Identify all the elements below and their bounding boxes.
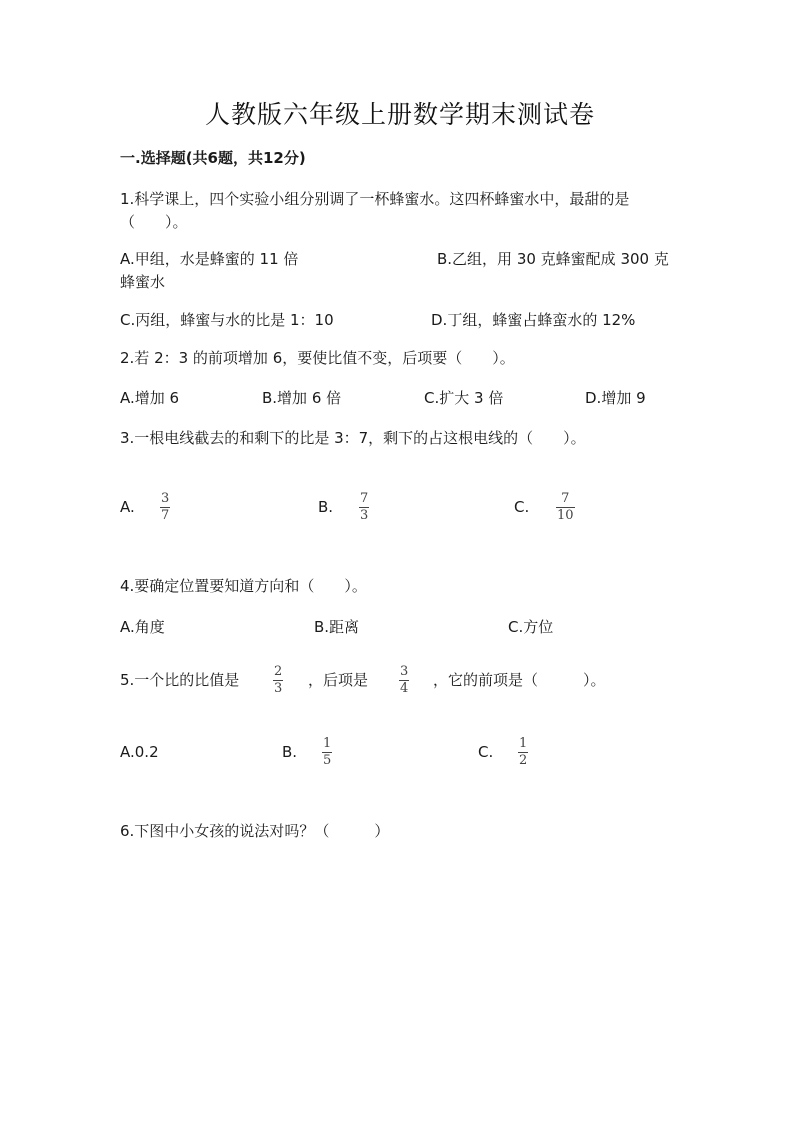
q2-option-c: C.扩大 3 倍	[424, 389, 504, 407]
q3-a-denominator: 7	[161, 508, 170, 523]
q5-stem-part2: ，后项是	[308, 671, 369, 689]
q3-c-denominator: 10	[557, 508, 574, 523]
q5-b-numerator: 1	[323, 736, 332, 751]
q1-stem-line2: （ ）。	[120, 213, 188, 231]
q4-stem: 4.要确定位置要知道方向和（ ）。	[120, 577, 367, 595]
q2-option-b: B.增加 6 倍	[262, 389, 342, 407]
q5-b-denominator: 5	[323, 753, 332, 768]
q5-option-b-fraction	[322, 737, 332, 768]
q5-stem-part3: ，它的前项是（ ）。	[433, 671, 606, 689]
q6-stem: 6.下图中小女孩的说法对吗？（ ）	[120, 822, 390, 840]
q5-option-b-label: B.	[282, 743, 298, 761]
q5-ratio-value-fraction	[273, 665, 283, 696]
q2-option-a: A.增加 6	[120, 389, 180, 407]
q3-option-c-label: C.	[514, 498, 530, 516]
q4-option-c: C.方位	[508, 618, 554, 636]
section-heading: 一.选择题(共6题，共12分)	[120, 149, 306, 167]
q1-option-a: A.甲组，水是蜂蜜的 11 倍	[120, 250, 299, 268]
q5-stem-part1: 5.一个比的比值是	[120, 671, 240, 689]
q1-option-b-line1: B.乙组，用 30 克蜂蜜配成 300 克	[437, 250, 669, 268]
q3-c-numerator: 7	[561, 491, 570, 506]
q1-option-c: C.丙组，蜂蜜与水的比是 1：10	[120, 311, 334, 329]
q3-option-a-fraction	[160, 492, 170, 523]
q5-option-c-label: C.	[478, 743, 494, 761]
q2-option-d: D.增加 9	[585, 389, 646, 407]
q1-option-b-line2: 蜂蜜水	[120, 273, 166, 291]
q5-f1-denominator: 3	[274, 681, 283, 696]
q3-b-denominator: 3	[360, 508, 369, 523]
q5-f2-numerator: 3	[400, 664, 409, 679]
page-title: 人教版六年级上册数学期末测试卷	[204, 100, 595, 129]
q3-stem: 3.一根电线截去的和剩下的比是 3：7，剩下的占这根电线的（ ）。	[120, 429, 586, 447]
q5-latter-term-fraction	[399, 665, 409, 696]
q5-f2-denominator: 4	[400, 681, 409, 696]
q1-option-d: D.丁组，蜂蜜占蜂蛮水的 12%	[431, 311, 636, 329]
q5-option-c-fraction	[518, 737, 528, 768]
q3-option-b-fraction	[359, 492, 369, 523]
q5-c-denominator: 2	[519, 753, 528, 768]
q2-stem: 2.若 2：3 的前项增加 6，要使比值不变，后项要（ ）。	[120, 349, 515, 367]
q3-option-c-fraction	[556, 492, 575, 523]
q3-option-b-label: B.	[318, 498, 334, 516]
q3-b-numerator: 7	[360, 491, 369, 506]
q5-option-a: A.0.2	[120, 743, 159, 761]
q4-option-b: B.距离	[314, 618, 360, 636]
q4-option-a: A.角度	[120, 618, 165, 636]
q5-c-numerator: 1	[519, 736, 528, 751]
q5-f1-numerator: 2	[274, 664, 283, 679]
q3-a-numerator: 3	[161, 491, 170, 506]
q3-option-a-label: A.	[120, 498, 135, 516]
q1-stem-line1: 1.科学课上，四个实验小组分别调了一杯蜂蜜水。这四杯蜂蜜水中，最甜的是	[120, 190, 630, 208]
